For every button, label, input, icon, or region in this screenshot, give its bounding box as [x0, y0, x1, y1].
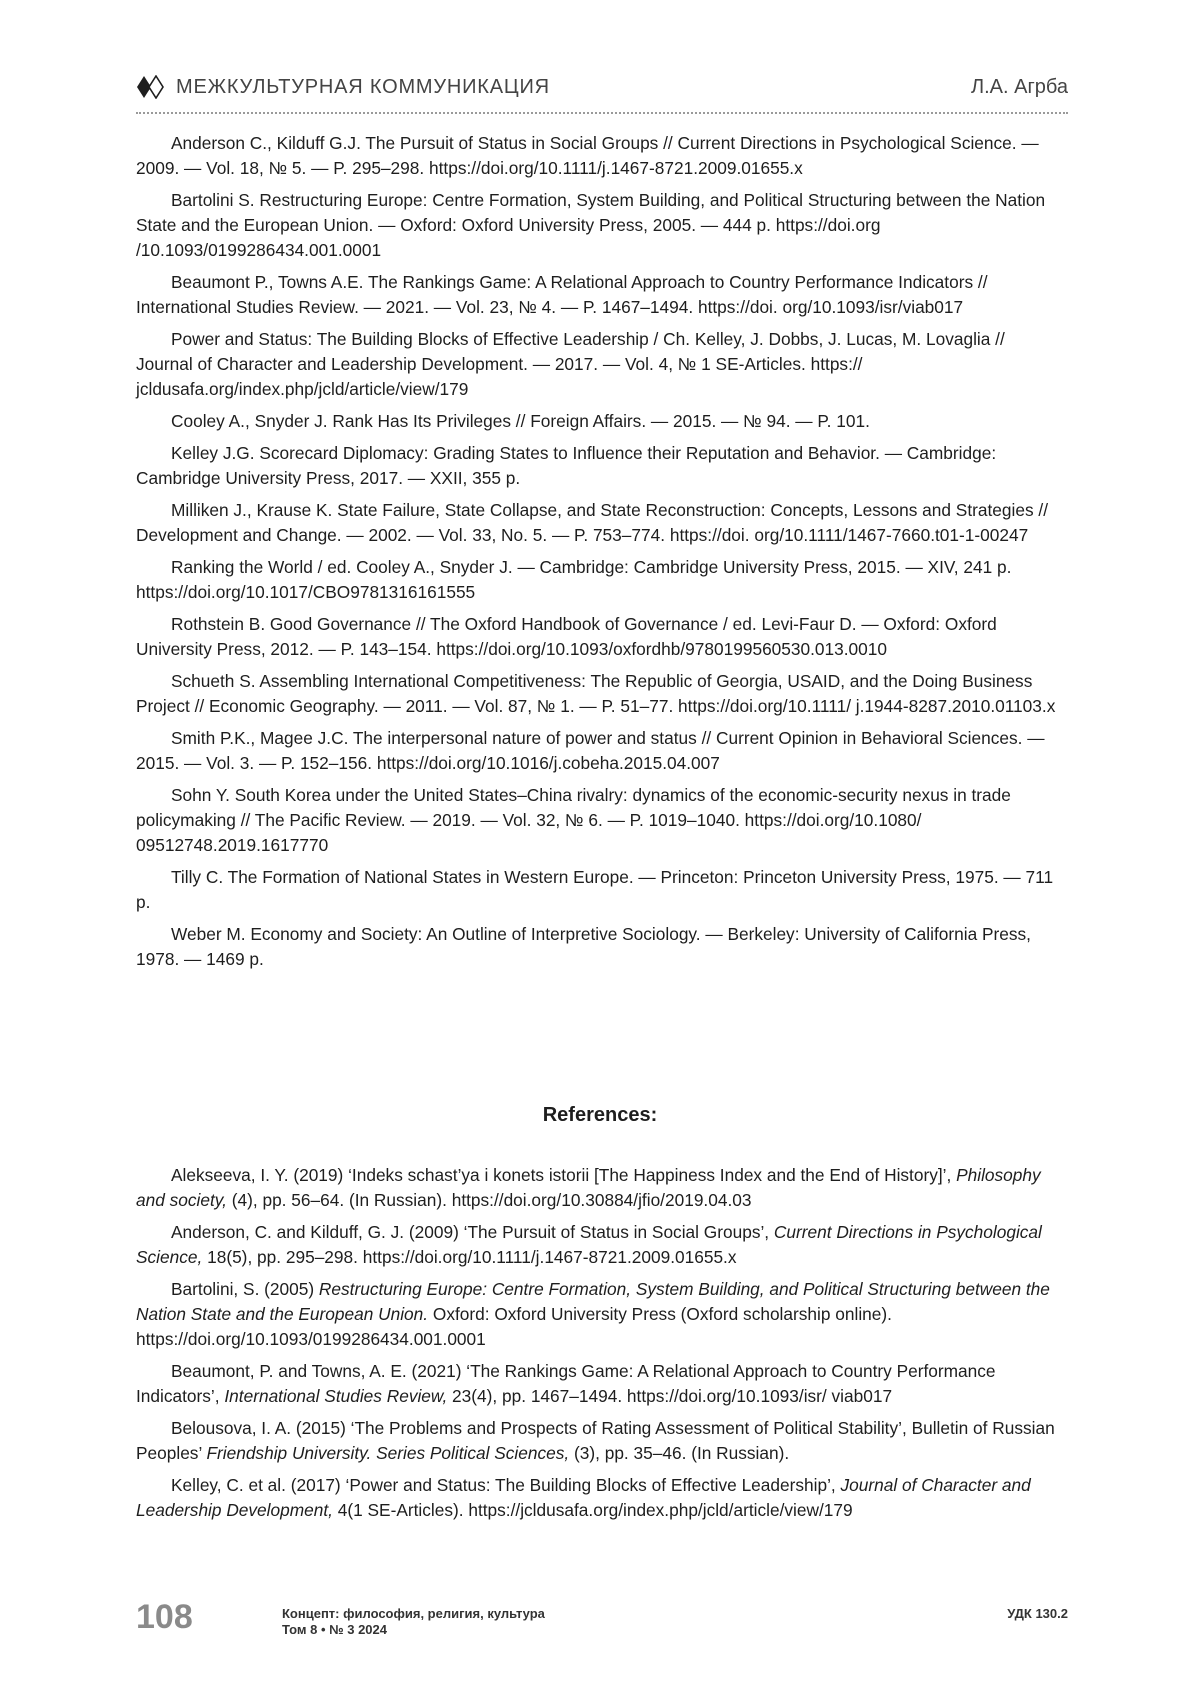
reference-entry: [136, 1359, 1066, 1409]
reference-text: Belousova, I. A. (2015) ‘The Problems and Prospects of Rating Assessment of Political Stability’, Bulletin of Russian Peoples’: [136, 1418, 1055, 1463]
bibliography-entry: Cooley A., Snyder J. Rank Has Its Privileges // Foreign Affairs. — 2015. — № 94. — P. 101.: [171, 411, 870, 431]
bibliography-entry: Anderson C., Kilduff G.J. The Pursuit of Status in Social Groups // Current Directions in Psychological Science. — 2009. — Vol. 18, № 5. — P. 295–298. https://doi.org/10.1111/j.1467-8721.2009.01655.x: [136, 133, 1039, 178]
reference-entry: [136, 1277, 1066, 1352]
two-diamonds-logo-icon: [136, 75, 170, 99]
bibliography-entry: Weber M. Economy and Society: An Outline of Interpretive Sociology. — Berkeley: University of California Press, 1978. — 1469 p.: [136, 924, 1031, 969]
reference-source: Philosophy and society,: [136, 1165, 1041, 1210]
author-name: Л.А. Агрба: [970, 76, 1068, 98]
reference-source: Friendship University. Series Political Sciences,: [206, 1443, 570, 1463]
bibliography-entry: Smith P.K., Magee J.C. The interpersonal nature of power and status // Current Opinion in Behavioral Sciences. — 2015. — Vol. 3. — P. 152–156. https://doi.org/10.1016/j.cobeha.2015.04.007: [136, 728, 1045, 773]
references-heading: References:: [542, 1104, 658, 1126]
bibliography-entry: Power and Status: The Building Blocks of Effective Leadership / Ch. Kelley, J. Dobbs, J. Lucas, M. Lovaglia // Journal of Character and Leadership Development. — 2017. — Vol. 4, № 1 SE-Articles. https:// jcldusafa.org/index.php/jcld/article/view/179: [136, 329, 1005, 399]
reference-entry: [136, 1220, 1066, 1270]
bibliography-entry: Milliken J., Krause K. State Failure, State Collapse, and State Reconstruction: Concepts, Lessons and Strategies // Development and Change. — 2002. — Vol. 33, No. 5. — P. 753–774. https://doi. org/10.1111/1467-7660.t01-1-00247: [136, 500, 1048, 545]
journal-issue: Том 8 • № 3 2024: [282, 1622, 387, 1637]
journal-name: Концепт: философия, религия, культура: [282, 1606, 545, 1621]
udc-code: УДК 130.2: [1007, 1606, 1068, 1621]
header-divider: [136, 112, 1068, 114]
reference-details: (3), pp. 35–46. (In Russian).: [569, 1443, 790, 1463]
reference-entry: [136, 1416, 1066, 1466]
reference-details: 23(4), pp. 1467–1494. https://doi.org/10.1093/isr/ viab017: [447, 1386, 893, 1406]
bibliography-entry: Beaumont P., Towns A.E. The Rankings Game: A Relational Approach to Country Performance Indicators // International Studies Review. — 2021. — Vol. 23, № 4. — P. 1467–1494. https://doi. org/10.1093/isr/viab017: [136, 272, 988, 317]
reference-details: 18(5), pp. 295–298. https://doi.org/10.1111/j.1467-8721.2009.01655.x: [202, 1247, 737, 1267]
reference-entry: [136, 1163, 1066, 1213]
bibliography-entry: Sohn Y. South Korea under the United States–China rivalry: dynamics of the economic-security nexus in trade policymaking // The Pacific Review. — 2019. — Vol. 32, № 6. — P. 1019–1040. https://doi.org/10.1080/ 09512748.2019.1617770: [136, 785, 1011, 855]
page-number: 108: [136, 1598, 193, 1636]
bibliography-entry: Schueth S. Assembling International Competitiveness: The Republic of Georgia, USAID, and the Doing Business Project // Economic Geography. — 2011. — Vol. 87, № 1. — P. 51–77. https://doi.org/10.1111/ j.1944-8287.2010.01103.x: [136, 671, 1056, 716]
bibliography-entry: Kelley J.G. Scorecard Diplomacy: Grading States to Influence their Reputation and Behavior. — Cambridge: Cambridge University Press, 2017. — XXII, 355 p.: [136, 443, 997, 488]
reference-source: Journal of Character and Leadership Development,: [136, 1475, 1031, 1520]
bibliography-entry: Ranking the World / ed. Cooley A., Snyder J. — Cambridge: Cambridge University Press, 2015. — XIV, 241 p. https://doi.org/10.1017/CBO9781316161555: [136, 557, 1012, 602]
reference-details: (4), pp. 56–64. (In Russian). https://doi.org/10.30884/jfio/2019.04.03: [226, 1190, 752, 1210]
section-title: МЕЖКУЛЬТУРНАЯ КОММУНИКАЦИЯ: [176, 76, 550, 98]
reference-text: Beaumont, P. and Towns, A. E. (2021) ‘The Rankings Game: A Relational Approach to Country Performance Indicators’,: [136, 1361, 996, 1406]
bibliography-list: [136, 131, 1066, 979]
reference-text: Anderson, C. and Kilduff, G. J. (2009) ‘The Pursuit of Status in Social Groups’,: [171, 1222, 774, 1242]
bibliography-entry: Bartolini S. Restructuring Europe: Centre Formation, System Building, and Political Structuring between the Nation State and the European Union. — Oxford: Oxford University Press, 2005. — 444 p. https://doi.org /10.1093/0199286434.001.0001: [136, 190, 1046, 260]
reference-text: Alekseeva, I. Y. (2019) ‘Indeks schast’ya i konets istorii [The Happiness Index and the End of History]’,: [171, 1165, 957, 1185]
reference-text: Kelley, C. et al. (2017) ‘Power and Status: The Building Blocks of Effective Leadership’,: [171, 1475, 841, 1495]
page-footer: [136, 1598, 1068, 1648]
reference-details: 4(1 SE-Articles). https://jcldusafa.org/index.php/jcld/article/view/179: [332, 1500, 853, 1520]
reference-entry: [136, 1473, 1066, 1523]
page-header: [136, 70, 1068, 110]
bibliography-entry: Rothstein B. Good Governance // The Oxford Handbook of Governance / ed. Levi-Faur D. — Oxford: Oxford University Press, 2012. — P. 143–154. https://doi.org/10.1093/oxfordhb/9780199560530.013.0010: [136, 614, 997, 659]
references-list: [136, 1163, 1066, 1530]
reference-details: Oxford: Oxford University Press (Oxford scholarship online). https://doi.org/10.1093/0199286434.001.0001: [136, 1304, 892, 1349]
reference-source: Current Directions in Psychological Science,: [136, 1222, 1042, 1267]
reference-source: International Studies Review,: [224, 1386, 448, 1406]
reference-text: Bartolini, S. (2005): [171, 1279, 319, 1299]
bibliography-entry: Tilly C. The Formation of National States in Western Europe. — Princeton: Princeton University Press, 1975. — 711 p.: [136, 867, 1054, 912]
reference-source: Restructuring Europe: Centre Formation, System Building, and Political Structuring between the Nation State and the European Union.: [136, 1279, 1050, 1324]
